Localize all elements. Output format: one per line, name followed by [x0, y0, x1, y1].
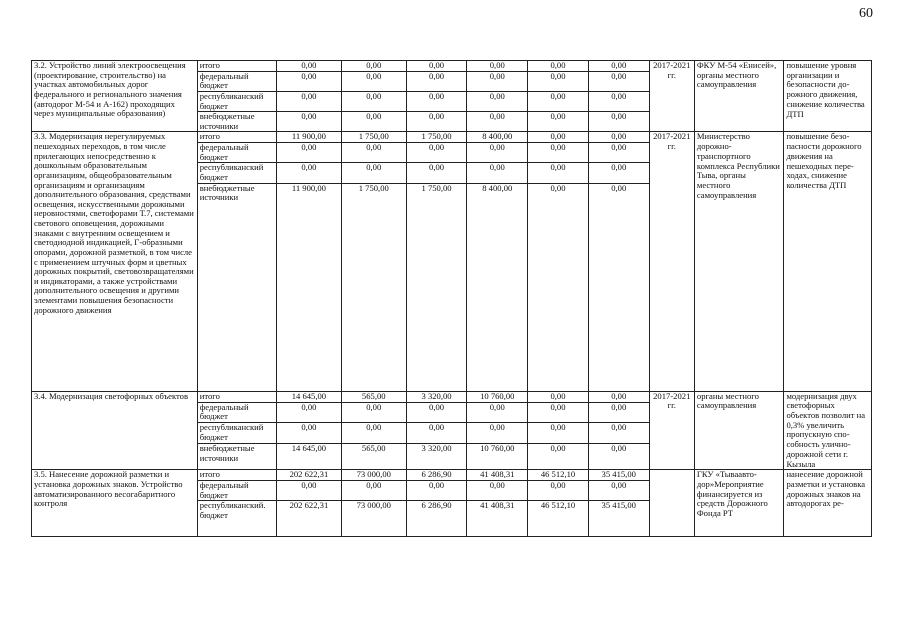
amount-cell: 0,00 [276, 61, 341, 72]
amount-cell: 0,00 [528, 163, 589, 183]
amount-cell: 1 750,00 [406, 132, 467, 143]
amount-cell: 0,00 [276, 423, 341, 444]
funding-source-label: итого [197, 470, 276, 481]
expected-result: повышение уровня организации и безопасности дорожного движения, снижение количества ДТП [784, 61, 872, 132]
amount-cell: 0,00 [588, 423, 649, 444]
amount-cell: 0,00 [588, 112, 649, 132]
amount-cell: 0,00 [588, 143, 649, 163]
amount-cell: 10 760,00 [467, 444, 528, 470]
amount-cell: 0,00 [588, 91, 649, 111]
funding-source-label: федеральный бюджет [197, 143, 276, 163]
amount-cell: 0,00 [406, 71, 467, 91]
amount-cell: 0,00 [341, 61, 406, 72]
page-number: 60 [859, 6, 873, 21]
expected-result: модернизация двух светофорных объектов позволит на 0,3% увеличить пропускную способность улично-дорожной сети г. Кызыла [784, 391, 872, 470]
measure-description: 3.5. Нанесение дорожной разметки и установка дорожных знаков. Устройство автоматизированного весогабаритного контроля [32, 470, 198, 537]
amount-cell: 0,00 [467, 480, 528, 500]
amount-cell: 6 286,90 [406, 470, 467, 481]
funding-source-label: федеральный бюджет [197, 480, 276, 500]
amount-cell: 0,00 [528, 91, 589, 111]
amount-cell: 0,00 [276, 163, 341, 183]
amount-cell: 0,00 [406, 61, 467, 72]
amount-cell: 0,00 [406, 112, 467, 132]
amount-cell: 0,00 [528, 391, 589, 402]
period-cell: 2017-2021 гг. [649, 132, 694, 391]
amount-cell: 35 415,00 [588, 470, 649, 481]
amount-cell: 0,00 [406, 402, 467, 423]
amount-cell: 0,00 [406, 91, 467, 111]
amount-cell: 0,00 [588, 132, 649, 143]
measure-description: 3.4. Модернизация светофорных объектов [32, 391, 198, 470]
amount-cell: 565,00 [341, 444, 406, 470]
amount-cell: 0,00 [341, 402, 406, 423]
amount-cell: 0,00 [276, 480, 341, 500]
funding-source-label: республиканский бюджет [197, 91, 276, 111]
responsible-executor: ГКУ «Тываавтодор»Мероприятие финансируется из средств Дорожного Фонда РТ [694, 470, 784, 537]
amount-cell: 8 400,00 [467, 132, 528, 143]
amount-cell: 0,00 [528, 480, 589, 500]
amount-cell: 14 645,00 [276, 444, 341, 470]
amount-cell: 0,00 [467, 71, 528, 91]
period-cell: 2017-2021 гг. [649, 391, 694, 470]
funding-source-label: итого [197, 132, 276, 143]
amount-cell: 0,00 [276, 71, 341, 91]
funding-source-label: внебюджетные источники [197, 183, 276, 391]
amount-cell: 0,00 [467, 91, 528, 111]
amount-cell: 73 000,00 [341, 501, 406, 537]
amount-cell: 1 750,00 [341, 183, 406, 391]
amount-cell: 0,00 [467, 112, 528, 132]
amount-cell: 565,00 [341, 391, 406, 402]
amount-cell: 41 408,31 [467, 501, 528, 537]
table-row [32, 391, 872, 402]
amount-cell: 0,00 [341, 91, 406, 111]
amount-cell: 0,00 [588, 183, 649, 391]
amount-cell: 0,00 [276, 91, 341, 111]
program-measures-table [31, 60, 872, 537]
table-row [32, 470, 872, 481]
funding-source-label: республиканский бюджет [197, 163, 276, 183]
amount-cell: 0,00 [528, 423, 589, 444]
funding-source-label: республиканский бюджет [197, 423, 276, 444]
amount-cell: 0,00 [406, 143, 467, 163]
funding-source-label: внебюджетные источники [197, 444, 276, 470]
amount-cell: 0,00 [588, 480, 649, 500]
amount-cell: 41 408,31 [467, 470, 528, 481]
period-cell: 2017-2021 гг. [649, 61, 694, 132]
amount-cell: 35 415,00 [588, 501, 649, 537]
responsible-executor: ФКУ М-54 «Енисей», органы местного самоуправления [694, 61, 784, 132]
funding-source-label: федеральный бюджет [197, 402, 276, 423]
amount-cell: 6 286,90 [406, 501, 467, 537]
amount-cell: 0,00 [406, 480, 467, 500]
amount-cell: 0,00 [528, 112, 589, 132]
amount-cell: 0,00 [528, 402, 589, 423]
funding-source-label: внебюджетные источники [197, 112, 276, 132]
amount-cell: 1 750,00 [406, 183, 467, 391]
amount-cell: 0,00 [528, 71, 589, 91]
amount-cell: 0,00 [467, 402, 528, 423]
amount-cell: 0,00 [528, 61, 589, 72]
amount-cell: 0,00 [588, 71, 649, 91]
amount-cell: 0,00 [588, 402, 649, 423]
funding-source-label: итого [197, 61, 276, 72]
period-cell [649, 470, 694, 537]
amount-cell: 73 000,00 [341, 470, 406, 481]
amount-cell: 202 622,31 [276, 501, 341, 537]
amount-cell: 3 320,00 [406, 391, 467, 402]
amount-cell: 46 512,10 [528, 501, 589, 537]
expected-result: нанесение дорожной разметки и установка дорожных знаков на автодорогах ре- [784, 470, 872, 537]
funding-source-label: республиканский. бюджет [197, 501, 276, 537]
amount-cell: 0,00 [467, 163, 528, 183]
amount-cell: 0,00 [528, 143, 589, 163]
amount-cell: 0,00 [341, 71, 406, 91]
amount-cell: 0,00 [276, 112, 341, 132]
amount-cell: 0,00 [528, 132, 589, 143]
amount-cell: 0,00 [341, 112, 406, 132]
amount-cell: 46 512,10 [528, 470, 589, 481]
amount-cell: 11 900,00 [276, 183, 341, 391]
funding-source-label: федеральный бюджет [197, 71, 276, 91]
amount-cell: 0,00 [406, 163, 467, 183]
responsible-executor: Министерство дорожно-транспортного комплекса Республики Тыва, органы местного самоуправления [694, 132, 784, 391]
table-row [32, 61, 872, 72]
amount-cell: 0,00 [528, 183, 589, 391]
table-row [32, 132, 872, 143]
amount-cell: 0,00 [341, 143, 406, 163]
measure-description: 3.3. Модернизация нерегулируемых пешеходных переходов, в том числе прилегающих непосредственно к дошкольным образовательным организациям, общеобразовательным организациям и организациям дополнительного образования, средствами освещения, искусственными дорожными неровностями, светофорами Т.7, системами светового оповещения, дорожными знаками с внутренним освещением и светодиодной индикацией, Г-образными опорами, дорожной разметкой, в том числе с применением штучных форм и цветных дорожных покрытий, световозвращателями и индикаторами, а также устройствами дополнительного освещения и другими элементами повышения безопасности дорожного движения [32, 132, 198, 391]
amount-cell: 11 900,00 [276, 132, 341, 143]
funding-source-label: итого [197, 391, 276, 402]
expected-result: повышение безопасности дорожного движения на пешеходных переходах, снижение количества ДТП [784, 132, 872, 391]
amount-cell: 0,00 [467, 61, 528, 72]
amount-cell: 1 750,00 [341, 132, 406, 143]
measure-description: 3.2. Устройство линий электроосвещения (проектирование, строительство) на участках автомобильных дорог федерального и регионального значения (автодорог М-54 и А-162) проходящих через муниципальные образования) [32, 61, 198, 132]
amount-cell: 0,00 [276, 143, 341, 163]
amount-cell: 0,00 [341, 163, 406, 183]
amount-cell: 8 400,00 [467, 183, 528, 391]
amount-cell: 202 622,31 [276, 470, 341, 481]
amount-cell: 0,00 [467, 423, 528, 444]
amount-cell: 0,00 [528, 444, 589, 470]
amount-cell: 0,00 [341, 480, 406, 500]
amount-cell: 3 320,00 [406, 444, 467, 470]
amount-cell: 0,00 [588, 391, 649, 402]
amount-cell: 0,00 [276, 402, 341, 423]
amount-cell: 0,00 [588, 61, 649, 72]
amount-cell: 0,00 [588, 444, 649, 470]
amount-cell: 0,00 [341, 423, 406, 444]
responsible-executor: органы местного самоуправления [694, 391, 784, 470]
amount-cell: 10 760,00 [467, 391, 528, 402]
amount-cell: 14 645,00 [276, 391, 341, 402]
amount-cell: 0,00 [406, 423, 467, 444]
amount-cell: 0,00 [588, 163, 649, 183]
amount-cell: 0,00 [467, 143, 528, 163]
